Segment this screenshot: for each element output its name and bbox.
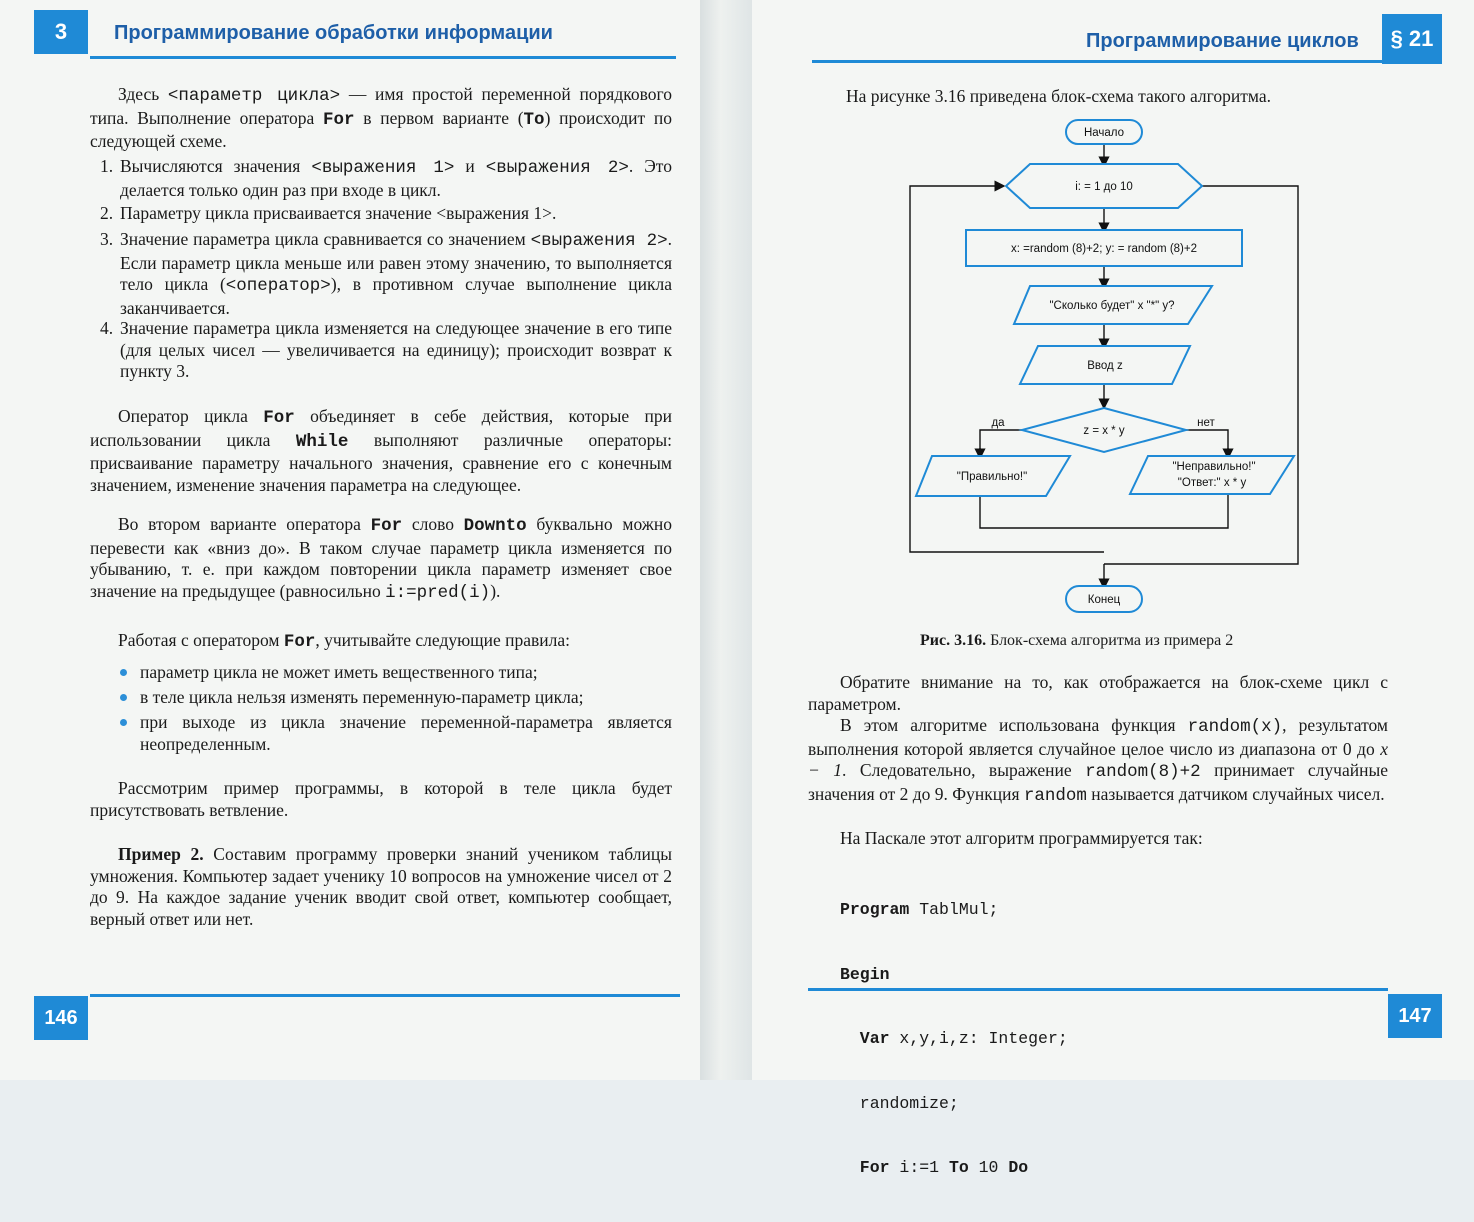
rule-bullet: при выходе из цикла значение переменной-параметра является неопределенным. bbox=[140, 712, 672, 755]
right-page bbox=[752, 0, 1474, 1177]
note-paragraph: Обратите внимание на то, как отображается на блок-схеме цикл с параметром. bbox=[808, 672, 1388, 714]
step-item: 3. Значение параметра цикла сравнивается со значением <выражения 2>. Если параметр цикла меньше или равен этому значению, то выполняется тело цикла (<оператор>), в противном случае выполнение цикла заканчивается. bbox=[100, 229, 672, 318]
page-number: 146 bbox=[44, 1006, 78, 1029]
condition-label: z = x * y bbox=[1083, 425, 1125, 437]
step-item: 2. Параметру цикла присваивается значение <выражения 1>. bbox=[100, 203, 557, 223]
chapter-number: 3 bbox=[54, 19, 68, 44]
footer-rule bbox=[90, 994, 680, 997]
loop-label: i: = 1 до 10 bbox=[1075, 181, 1133, 193]
page-number-badge bbox=[34, 996, 88, 1040]
page-header-title: Программирование циклов bbox=[1086, 30, 1359, 52]
header-rule bbox=[812, 60, 1384, 63]
for-paragraph: Оператор цикла For объединяет в себе действия, которые при использовании цикла While выполняют различные операторы: присваивание параметру начального значения, сравнение его с конечным значением, изменение значения параметра на следующее. bbox=[90, 406, 673, 495]
page-number: 147 bbox=[1398, 1004, 1432, 1027]
start-label: Начало bbox=[1083, 127, 1125, 139]
intro-paragraph: Здесь <параметр цикла> — имя простой переменной порядкового типа. Выполнение оператора For в первом варианте (To) происходит по следующей схеме. bbox=[90, 84, 673, 151]
bullet-icon bbox=[120, 669, 127, 676]
bullet-icon bbox=[120, 694, 127, 701]
rule-bullet: в теле цикла нельзя изменять переменную-параметр цикла; bbox=[140, 687, 672, 709]
page-header-title: Программирование обработки информации bbox=[114, 22, 553, 44]
no-label: нет bbox=[1197, 417, 1215, 429]
right-output-label: "Правильно!" bbox=[956, 471, 1028, 483]
random-paragraph: В этом алгоритме использована функция random(x), результатом выполнения которой является случайное целое число из диапазона от 0 до x − 1. Следовательно, выражение random(8)+2 принимает случайные значения от 2 до 9. Функция random называется датчиком случайных чисел. bbox=[808, 715, 1388, 806]
pascal-paragraph: На Паскале этот алгоритм программируется так: bbox=[840, 828, 1203, 848]
end-label: Конец bbox=[1087, 594, 1121, 606]
chapter-number-badge bbox=[34, 10, 88, 54]
header-rule bbox=[90, 56, 676, 59]
code-line: Begin bbox=[840, 964, 890, 984]
rules-paragraph: Работая с оператором For, учитывайте следующие правила: bbox=[118, 630, 571, 652]
flowchart bbox=[902, 112, 1302, 624]
bullet-icon bbox=[120, 719, 127, 726]
example-intro-paragraph: Рассмотрим пример программы, в которой в теле цикла будет присутствовать ветвление. bbox=[90, 778, 672, 820]
section-badge bbox=[1382, 14, 1442, 64]
left-page bbox=[0, 0, 700, 1080]
code-line: Var x,y,i,z: Integer; bbox=[840, 1029, 1068, 1048]
rule-bullet: параметр цикла не может иметь вещественного типа; bbox=[140, 662, 672, 684]
figure-intro: На рисунке 3.16 приведена блок-схема такого алгоритма. bbox=[846, 86, 1271, 106]
yes-label: да bbox=[991, 417, 1005, 429]
code-line: randomize; bbox=[840, 1093, 959, 1113]
wrong-output-label-1: "Неправильно!" bbox=[1172, 461, 1256, 473]
downto-paragraph: Во втором варианте оператора For слово Downto буквально можно перевести как «вниз до». В таком случае параметр цикла изменяется по убыванию, т. е. при каждом повторении цикла параметр изменяет свое значение на предыдущее (равносильно i:=pred(i)). bbox=[90, 514, 672, 603]
code-listing bbox=[840, 856, 1068, 1222]
step-item: 4. Значение параметра цикла изменяется на следующее значение в его типе (для целых чисел — увеличивается на единицу); происходит возврат к пункту 3. bbox=[100, 318, 672, 381]
code-line: Program TablMul; bbox=[840, 900, 999, 919]
example-paragraph: Пример 2. Составим программу проверки знаний учеником таблицы умножения. Компьютер задает ученику 10 вопросов на умножение чисел от 2 до 9. На каждое задание ученик вводит свой ответ, компьютер сообщает, верный ответ или нет. bbox=[90, 844, 672, 929]
book-gutter bbox=[700, 0, 752, 1080]
input-label: Ввод z bbox=[1087, 360, 1123, 372]
footer-rule bbox=[808, 988, 1388, 991]
code-line: For i:=1 To 10 Do bbox=[840, 1158, 1029, 1177]
section-number: § 21 bbox=[1390, 26, 1434, 51]
ask-label: "Сколько будет" x "*" y? bbox=[1049, 300, 1175, 312]
wrong-output-label-2: "Ответ:" x * y bbox=[1177, 477, 1247, 489]
step-item: 1. Вычисляются значения <выражения 1> и <выражения 2>. Это делается только один раз при входе в цикл. bbox=[100, 156, 672, 200]
figure-caption: Рис. 3.16. Блок-схема алгоритма из примера 2 bbox=[920, 632, 1234, 649]
page-number-badge bbox=[1388, 994, 1442, 1038]
assign-label: x: =random (8)+2; y: = random (8)+2 bbox=[1010, 243, 1198, 255]
